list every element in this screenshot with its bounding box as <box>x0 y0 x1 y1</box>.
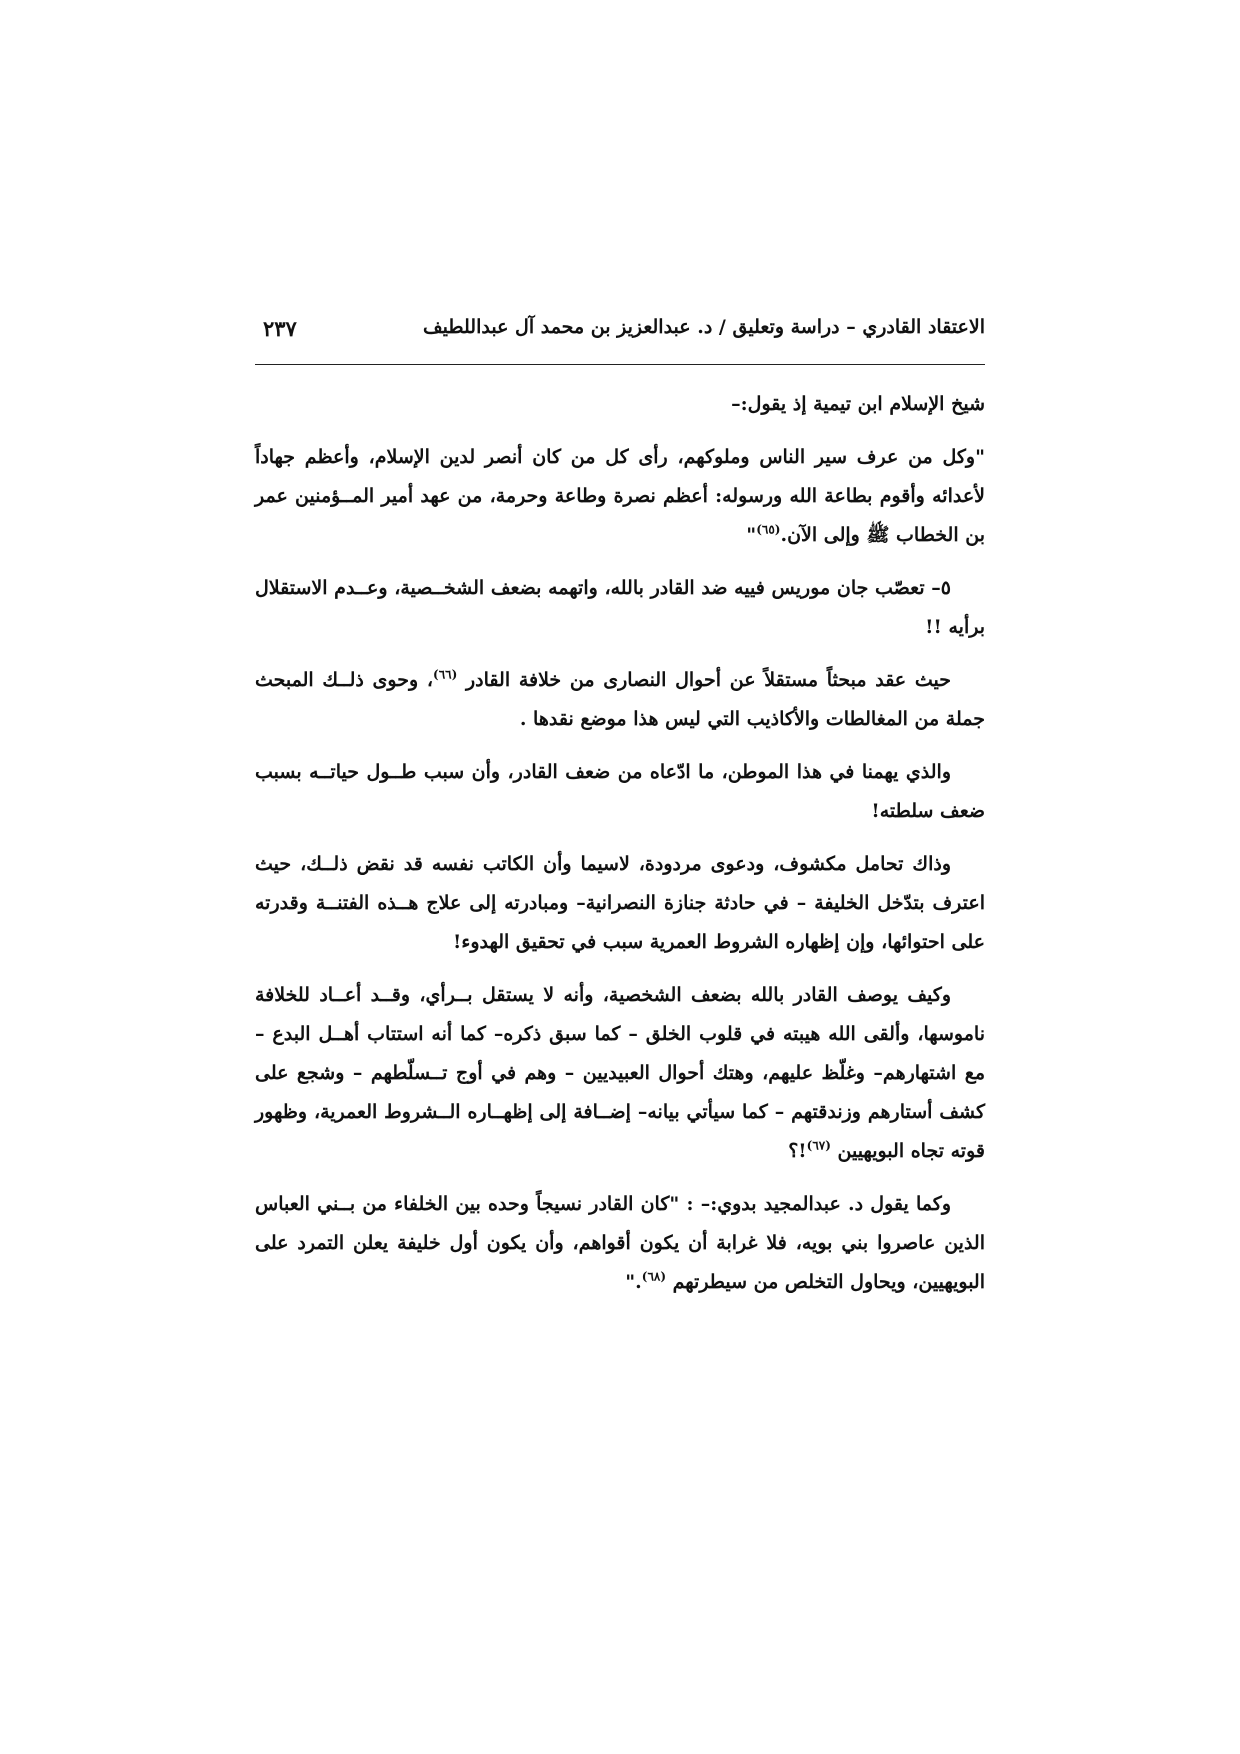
footnote-ref-67[interactable]: (٦٧) <box>806 1138 831 1153</box>
header-divider <box>255 364 985 365</box>
footnote-ref-65[interactable]: (٦٥) <box>756 522 781 537</box>
header-title: الاعتقاد القادري – دراسة وتعليق / د. عبدالعزيز بن محمد آل عبداللطيف <box>423 316 985 338</box>
running-header <box>255 308 985 354</box>
paragraph-point-5: ٥– تعصّب جان موريس فييه ضد القادر بالله، واتهمه بضعف الشخــصية، وعــدم الاستقلال برأيه !! <box>255 577 985 638</box>
paragraph-quote-ibn-taymiyyah: "وكل من عرف سير الناس وملوكهم، رأى كل من كان أنصر لدين الإسلام، وأعظم جهاداً لأعدائه وأقوم بطاعة الله ورسوله: أعظم نصرة وطاعة وحرمة، من عهد أمير المــؤمنين عمر بن الخطاب ﷺ وإلى الآن.$^{(٦٥)}$" <box>255 446 985 546</box>
paragraph-refutation: وذاك تحامل مكشوف، ودعوى مردودة، لاسيما وأن الكاتب نفسه قد نقض ذلــك، حيث اعترف بتدّخل الخليفة – في حادثة جنازة النصرانية– ومبادرته إلى علاج هــذه الفتنــة وقدرته على احتوائها، وإن إظهاره الشروط العمرية سبب في تحقيق الهدوء! <box>255 853 985 953</box>
paragraph-claim-weakness: والذي يهمنا في هذا الموطن، ما ادّعاه من ضعف القادر، وأن سبب طــول حياتــه بسبب ضعف سلطته! <box>255 761 985 822</box>
paragraph-badawi-quote: وكما يقول د. عبدالمجيد بدوي:– : "كان القادر نسيجاً وحده بين الخلفاء من بــني العباس الذين عاصروا بني بويه، فلا غرابة أن يكون أقواهم، وأن يكون أول خليفة يعلن التمرد على البويهيين، ويحاول التخلص من سيطرتهم $^{(٦٨)}$." <box>255 1193 985 1293</box>
paragraph-qadir-strength: وكيف يوصف القادر بالله بضعف الشخصية، وأنه لا يستقل بــرأي، وقــد أعــاد للخلافة ناموسها، وألقى الله هيبته في قلوب الخلق – كما سبق ذكره– كما أنه استتاب أهــل البدع – مع اشتهارهم– وغلّظ عليهم، وهتك أحوال العبيديين – وهم في أوج تــسلّطهم – وشجع على كشف أستارهم وزندقتهم – كما سيأتي بيانه– إضــافة إلى إظهــاره الــشروط العمرية، وظهور قوته تجاه البويهيين $^{(٦٧)}$!؟ <box>255 984 985 1162</box>
footnote-ref-66[interactable]: (٦٦) <box>433 667 458 682</box>
paragraph-research-section: حيث عقد مبحثاً مستقلاً عن أحوال النصارى من خلافة القادر $^{(٦٦)}$، وحوى ذلــك المبحث جملة من المغالطات والأكاذيب التي ليس هذا موضع نقدها . <box>255 667 985 730</box>
footnote-ref-68[interactable]: (٦٨) <box>641 1269 667 1284</box>
page-number: ٢٣٧ <box>263 316 297 341</box>
paragraph-intro: شيخ الإسلام ابن تيمية إذ يقول:– <box>731 393 985 415</box>
body-text <box>255 385 985 1316</box>
